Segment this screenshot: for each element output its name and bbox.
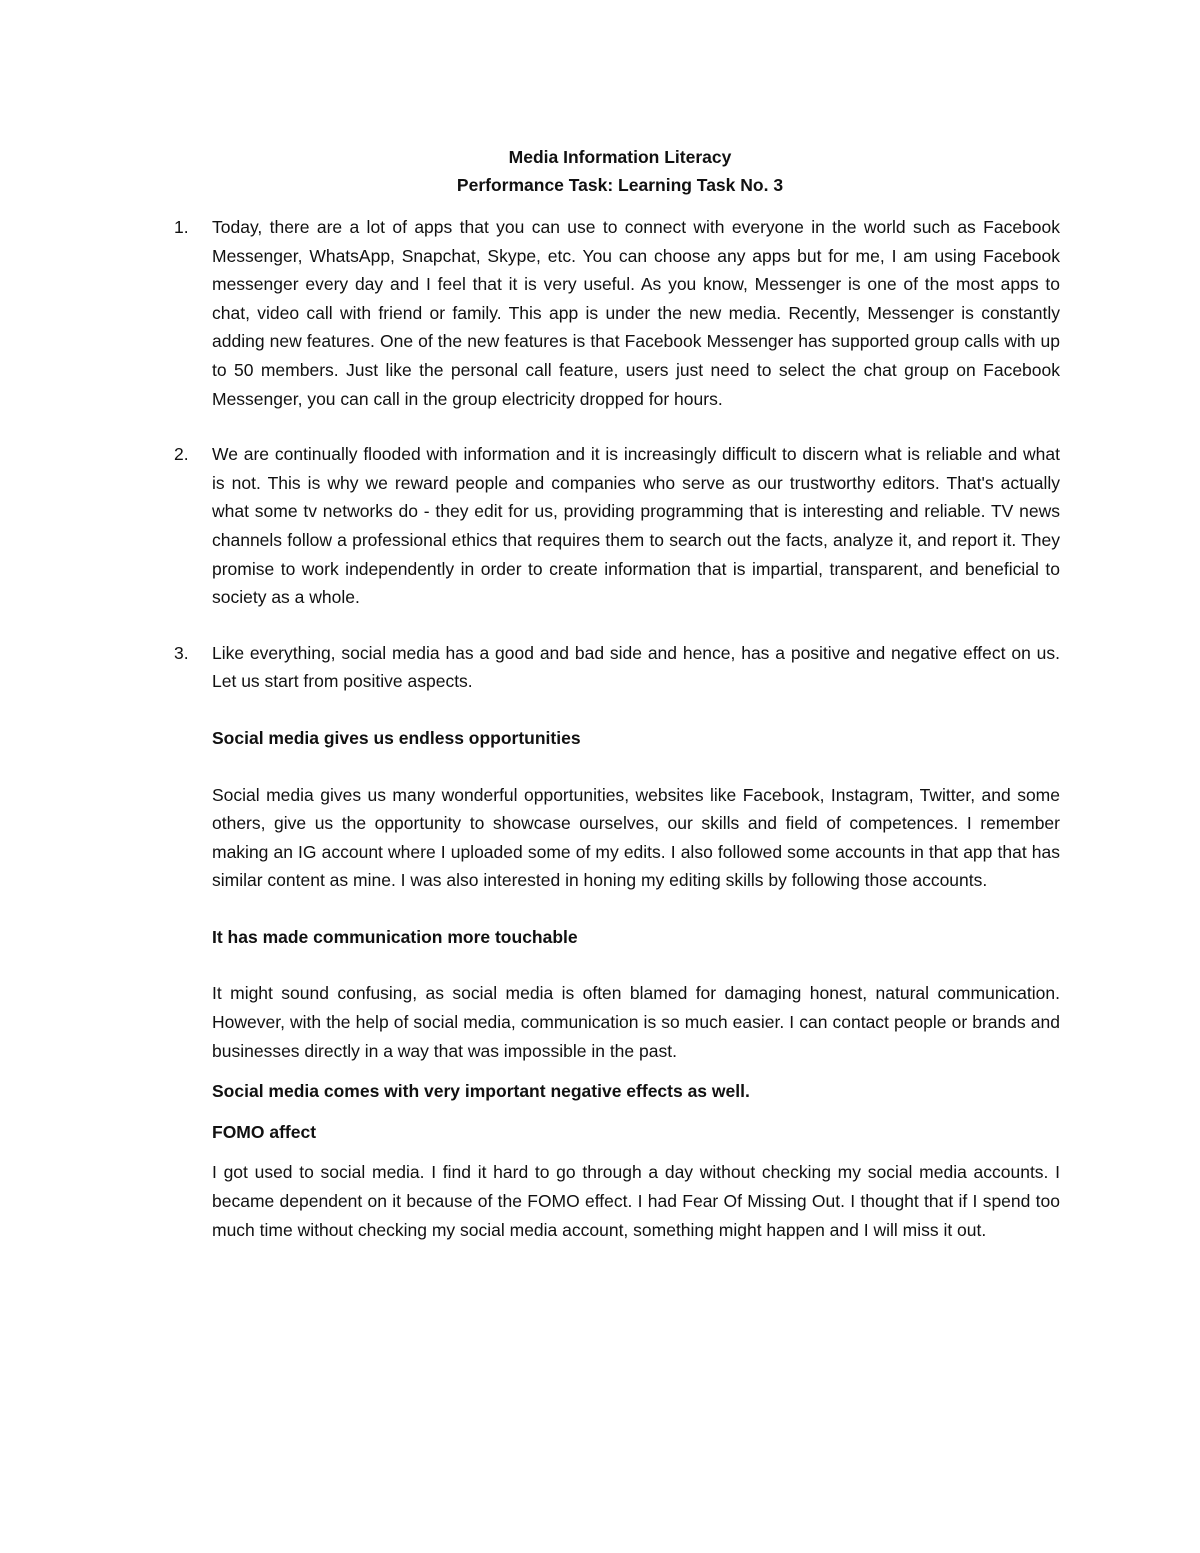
list-item-number: 2. bbox=[174, 444, 189, 465]
list-item-number: 1. bbox=[174, 217, 189, 237]
document-body bbox=[174, 213, 1060, 1244]
document-title: Media Information Literacy bbox=[508, 147, 732, 167]
list-item-text: Like everything, social media has a good and bad side and hence, has a positive and negative effect on us. Let us start from positive aspects. bbox=[212, 642, 1060, 692]
fomo-heading: FOMO affect bbox=[212, 1121, 317, 1142]
document-subtitle: Performance Task: Learning Task No. 3 bbox=[456, 175, 784, 195]
list-item bbox=[174, 213, 1060, 413]
list-item-text: We are continually flooded with information and it is increasingly difficult to discern what is reliable and what is not. This is why we reward people and companies who serve as our trustworthy editors. That's actually what some tv networks do - they edit for us, providing programming that is interesting and reliable. TV news channels follow a professional ethics that requires them to search out the facts, analyze it, and report it. They promise to work independently in order to create information that is impartial, transparent, and beneficial to society as a whole. bbox=[212, 444, 1060, 608]
opportunities-paragraph: Social media gives us many wonderful opportunities, websites like Facebook, Instagram, Twitter, and some others, give us the opportunity to showcase ourselves, our skills and field of competences. I remember making an IG account where I uploaded some of my edits. I also followed some accounts in that app that has similar content as mine. I was also interested in honing my editing skills by following those accounts. bbox=[212, 784, 1060, 891]
communication-heading: It has made communication more touchable bbox=[212, 926, 578, 947]
opportunities-heading: Social media gives us endless opportunities bbox=[212, 727, 581, 748]
negative-effects-heading: Social media comes with very important negative effects as well. bbox=[212, 1081, 750, 1102]
list-item-number: 3. bbox=[174, 642, 189, 663]
communication-paragraph: It might sound confusing, as social media is often blamed for damaging honest, natural communication. However, with the help of social media, communication is so much easier. I can contact people or brands and businesses directly in a way that was impossible in the past. bbox=[212, 983, 1060, 1061]
list-item bbox=[174, 440, 1060, 612]
fomo-paragraph: I got used to social media. I find it hard to go through a day without checking my social media accounts. I became dependent on it because of the FOMO effect. I had Fear Of Missing Out. I thought that if I spend too much time without checking my social media account, something might happen and I will miss it out. bbox=[212, 1162, 1060, 1240]
list-item bbox=[174, 639, 1060, 696]
title-block bbox=[0, 143, 1200, 199]
list-item-text: Today, there are a lot of apps that you can use to connect with everyone in the world such as Facebook Messenger, WhatsApp, Snapchat, Skype, etc. You can choose any apps but for me, I am using Facebook messenger every day and I feel that it is very useful. As you know, Messenger is one of the most apps to chat, video call with friend or family. This app is under the new media. Recently, Messenger is constantly adding new features. One of the new features is that Facebook Messenger has supported group calls with up to 50 members. Just like the personal call feature, users just need to select the chat group on Facebook Messenger, you can call in the group electricity dropped for hours. bbox=[212, 217, 1060, 409]
